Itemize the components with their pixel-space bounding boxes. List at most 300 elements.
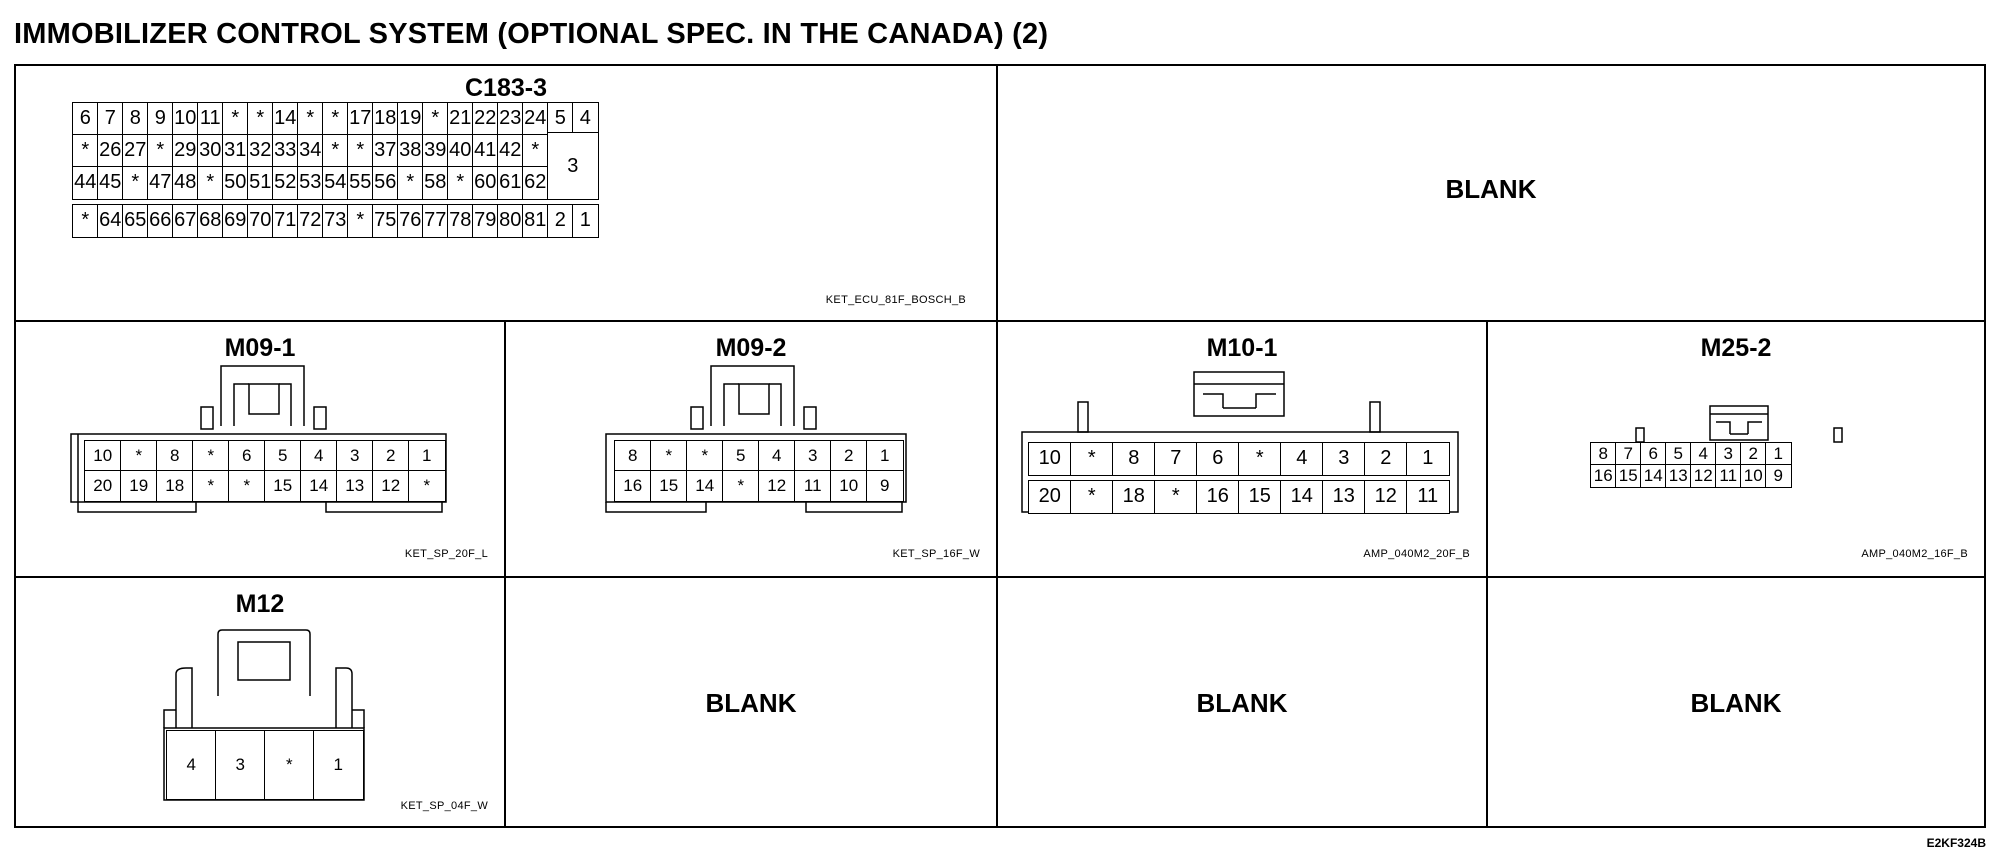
- pin: [408, 470, 446, 502]
- pin-label: 41: [474, 139, 497, 162]
- pin: [794, 470, 832, 502]
- pin: [97, 166, 124, 200]
- pin-label: *: [206, 171, 215, 194]
- pin-label: 12: [1374, 485, 1397, 508]
- pin-label: 7: [1170, 447, 1182, 470]
- pin-label: 71: [274, 209, 297, 232]
- pin: [215, 730, 266, 800]
- pin: [147, 102, 174, 136]
- pin: [347, 204, 374, 238]
- pin-label: 23: [499, 107, 522, 130]
- pin-label: 4: [314, 445, 324, 465]
- pin-label: 34: [299, 139, 322, 162]
- pin: [614, 440, 652, 472]
- pin: [372, 440, 410, 472]
- pin: [147, 166, 174, 200]
- pin: [686, 440, 724, 472]
- pin-label: 8: [129, 107, 141, 130]
- pin: [472, 166, 499, 200]
- pin: [122, 134, 149, 168]
- pin: [1322, 480, 1366, 514]
- pin-label: 9: [880, 475, 890, 495]
- pin-label: 18: [1122, 485, 1145, 508]
- pin: [247, 102, 274, 136]
- cell-blank-bottom-3: [1488, 578, 1984, 826]
- pin: [228, 440, 266, 472]
- pin: [197, 102, 224, 136]
- pin: [347, 166, 374, 200]
- pin-label: *: [243, 475, 251, 495]
- pin: [1690, 442, 1717, 466]
- pin: [722, 470, 760, 502]
- pin: [97, 134, 124, 168]
- pin-label: *: [331, 139, 340, 162]
- pin: [650, 440, 688, 472]
- pin: [1322, 442, 1366, 476]
- pin: [372, 134, 399, 168]
- pin: [1196, 442, 1240, 476]
- cell-m10-1: [998, 322, 1486, 576]
- pin: [313, 730, 364, 800]
- pin: [300, 470, 338, 502]
- page-title: IMMOBILIZER CONTROL SYSTEM (OPTIONAL SPEC. IN THE CANADA) (2): [14, 18, 1049, 50]
- pin-label: 48: [174, 171, 197, 194]
- connector-name: M10-1: [1206, 334, 1278, 362]
- pin-label: 30: [199, 139, 222, 162]
- pin: [397, 204, 424, 238]
- pin: [300, 440, 338, 472]
- pin-label: 1: [422, 445, 432, 465]
- pin: [1665, 464, 1692, 488]
- pin: [522, 134, 549, 168]
- cell-m12: [16, 578, 504, 826]
- pin: [1615, 442, 1642, 466]
- pin-label: 4: [1698, 443, 1708, 463]
- pin-label: 6: [1648, 443, 1658, 463]
- pin-label: 1: [1773, 443, 1783, 463]
- pin: [120, 440, 158, 472]
- connector-name: M12: [235, 590, 285, 618]
- pin-label: 31: [224, 139, 247, 162]
- pin: [547, 204, 574, 238]
- pin-label: *: [331, 107, 340, 130]
- pin-label: 58: [424, 171, 447, 194]
- pin-label: 1: [880, 445, 890, 465]
- pin-label: 79: [474, 209, 497, 232]
- pin-label: 5: [736, 445, 746, 465]
- pin-label: 56: [374, 171, 397, 194]
- pin-label: 22: [474, 107, 497, 130]
- pin-label: 2: [1748, 443, 1758, 463]
- pin-label: 8: [1128, 447, 1140, 470]
- pin: [97, 102, 124, 136]
- pin-label: *: [81, 209, 90, 232]
- blank-label: BLANK: [1196, 688, 1288, 718]
- pin-label: *: [131, 171, 140, 194]
- pin: [122, 204, 149, 238]
- pin-label: 4: [579, 106, 591, 129]
- pin-label: 37: [374, 139, 397, 162]
- pin-label: 73: [324, 209, 347, 232]
- pin-label: 13: [1668, 465, 1688, 485]
- pin-label: 1: [579, 209, 591, 232]
- cell-m09-1: [16, 322, 504, 576]
- pin: [172, 166, 199, 200]
- pin-label: 24: [524, 107, 547, 130]
- pin: [522, 102, 549, 136]
- pin: [1615, 464, 1642, 488]
- connector-code: KET_SP_20F_L: [404, 548, 488, 560]
- pin-label: 15: [1618, 465, 1638, 485]
- pin-label: 78: [449, 209, 472, 232]
- pin: [222, 166, 249, 200]
- pin: [397, 134, 424, 168]
- pin-label: 12: [1693, 465, 1713, 485]
- pin-label: 8: [170, 445, 180, 465]
- pin-label: 2: [386, 445, 396, 465]
- pin: [1740, 464, 1767, 488]
- pin: [1590, 442, 1617, 466]
- pin: [686, 470, 724, 502]
- pin-label: 64: [99, 209, 122, 232]
- pin-label: *: [356, 139, 365, 162]
- pin-label: *: [285, 754, 293, 774]
- connector-code: KET_SP_04F_W: [400, 800, 488, 812]
- pin: [397, 102, 424, 136]
- pin: [830, 440, 868, 472]
- pin: [166, 730, 217, 800]
- pin-label: *: [81, 139, 90, 162]
- pin-label: 3: [808, 445, 818, 465]
- pin-label: 65: [124, 209, 147, 232]
- pin: [722, 440, 760, 472]
- pin: [422, 204, 449, 238]
- pin-label: 3: [350, 445, 360, 465]
- pin: [497, 166, 524, 200]
- pin-label: 12: [381, 475, 401, 495]
- pin: [1112, 480, 1156, 514]
- pin-label: 9: [154, 107, 166, 130]
- pin: [1715, 464, 1742, 488]
- pin: [794, 440, 832, 472]
- pin: [297, 134, 324, 168]
- pin: [222, 134, 249, 168]
- pin-label: *: [423, 475, 431, 495]
- pin-label: 76: [399, 209, 422, 232]
- pin-label: 10: [839, 475, 859, 495]
- pin: [264, 470, 302, 502]
- pin: [422, 102, 449, 136]
- pin: [172, 102, 199, 136]
- cell-m25-2: [1488, 322, 1984, 576]
- pin-label: 20: [1038, 485, 1061, 508]
- pin: [322, 102, 349, 136]
- pin: [372, 166, 399, 200]
- pin: [197, 204, 224, 238]
- pin: [247, 166, 274, 200]
- pin-label: *: [665, 445, 673, 465]
- pin-label: 3: [567, 154, 579, 177]
- pin-label: 10: [93, 445, 113, 465]
- connector-code: KET_ECU_81F_BOSCH_B: [825, 294, 966, 306]
- pin-label: 3: [1723, 443, 1733, 463]
- pin: [422, 134, 449, 168]
- pin-label: 72: [299, 209, 322, 232]
- pin-label: *: [231, 107, 240, 130]
- pin: [1196, 480, 1240, 514]
- pin: [1028, 442, 1072, 476]
- pin: [1740, 442, 1767, 466]
- pin: [547, 102, 574, 134]
- pin: [222, 204, 249, 238]
- pin: [1690, 464, 1717, 488]
- pin-label: 6: [79, 107, 91, 130]
- pin: [72, 204, 99, 238]
- pin: [156, 470, 194, 502]
- connector-code: AMP_040M2_16F_B: [1861, 548, 1968, 560]
- cell-blank-bottom-2: [998, 578, 1486, 826]
- pin-label: *: [431, 107, 440, 130]
- pin: [372, 204, 399, 238]
- pin-label: 16: [1206, 485, 1229, 508]
- pin: [72, 102, 99, 136]
- pin: [397, 166, 424, 200]
- pin-label: 11: [803, 475, 822, 495]
- pin-label: 2: [554, 209, 566, 232]
- pin-label: 68: [199, 209, 222, 232]
- pin-label: 29: [174, 139, 197, 162]
- pin-label: 52: [274, 171, 297, 194]
- pin: [222, 102, 249, 136]
- pin: [614, 470, 652, 502]
- pin: [866, 440, 904, 472]
- pin-label: 1: [333, 754, 343, 774]
- pin: [497, 102, 524, 136]
- connector-name: M09-1: [224, 334, 296, 362]
- pin-label: *: [306, 107, 315, 130]
- pin: [1640, 442, 1667, 466]
- pin-label: 27: [124, 139, 147, 162]
- pin-label: 45: [99, 171, 122, 194]
- pin-label: 50: [224, 171, 247, 194]
- pin: [1154, 480, 1198, 514]
- pin-label: 32: [249, 139, 272, 162]
- pin: [1640, 464, 1667, 488]
- pin-label: 11: [199, 107, 221, 130]
- pin-label: *: [737, 475, 745, 495]
- pin: [547, 132, 599, 200]
- pin-label: 11: [1417, 485, 1439, 508]
- pin: [447, 134, 474, 168]
- pin: [372, 470, 410, 502]
- pin: [472, 102, 499, 136]
- pin-label: 13: [345, 475, 365, 495]
- pin: [297, 204, 324, 238]
- pin-label: 19: [399, 107, 422, 130]
- pin-label: *: [701, 445, 709, 465]
- pin-label: 6: [1212, 447, 1224, 470]
- pin-label: 8: [1598, 443, 1608, 463]
- pin: [572, 102, 599, 134]
- pin: [1364, 442, 1408, 476]
- pin-label: 47: [149, 171, 172, 194]
- pin-label: 10: [174, 107, 197, 130]
- pin-label: 9: [1773, 465, 1783, 485]
- pin: [422, 166, 449, 200]
- pin: [1070, 442, 1114, 476]
- connector-code: AMP_040M2_20F_B: [1363, 548, 1470, 560]
- pin-label: 77: [424, 209, 447, 232]
- pin: [1280, 480, 1324, 514]
- pin-label: *: [531, 139, 540, 162]
- pin-label: 10: [1038, 447, 1061, 470]
- pin-label: 15: [1248, 485, 1271, 508]
- pin: [1364, 480, 1408, 514]
- pin-label: 7: [1623, 443, 1633, 463]
- blank-label: BLANK: [1445, 174, 1537, 204]
- pin: [1112, 442, 1156, 476]
- pin-label: *: [1087, 447, 1096, 470]
- pin: [572, 204, 599, 238]
- pin: [156, 440, 194, 472]
- blank-label: BLANK: [705, 688, 797, 718]
- pin: [497, 204, 524, 238]
- pin-label: 42: [499, 139, 522, 162]
- pin: [122, 166, 149, 200]
- pin-label: 17: [349, 107, 372, 130]
- pin: [758, 440, 796, 472]
- pin: [522, 204, 549, 238]
- pin-label: 3: [1338, 447, 1350, 470]
- pin-label: 39: [424, 139, 447, 162]
- pin-label: *: [1255, 447, 1264, 470]
- pin-label: *: [356, 209, 365, 232]
- pin-label: *: [456, 171, 465, 194]
- pin: [247, 204, 274, 238]
- pin-label: 6: [242, 445, 252, 465]
- pin: [1406, 480, 1450, 514]
- pin: [247, 134, 274, 168]
- pin: [1280, 442, 1324, 476]
- pin-label: 51: [249, 171, 272, 194]
- pin-label: 33: [274, 139, 297, 162]
- connector-name: C183-3: [465, 74, 547, 102]
- pin-label: 5: [554, 106, 566, 129]
- pin-label: *: [406, 171, 415, 194]
- pin-label: 15: [659, 475, 679, 495]
- pin-label: 80: [499, 209, 522, 232]
- reference-code: E2KF324B: [1926, 836, 1986, 850]
- pin-label: 55: [349, 171, 372, 194]
- pin: [1715, 442, 1742, 466]
- pin: [1765, 442, 1792, 466]
- pin-label: 61: [499, 171, 522, 194]
- pin-label: 4: [186, 754, 196, 774]
- pin: [272, 204, 299, 238]
- pin: [472, 204, 499, 238]
- pin-label: 4: [772, 445, 782, 465]
- pin-label: 70: [249, 209, 272, 232]
- pin-label: 5: [278, 445, 288, 465]
- pin: [84, 470, 122, 502]
- pin: [372, 102, 399, 136]
- pin-label: 81: [524, 209, 547, 232]
- pin-label: 75: [374, 209, 397, 232]
- pin-label: *: [1171, 485, 1180, 508]
- cell-blank-top: [998, 66, 1984, 320]
- pin: [272, 102, 299, 136]
- pin: [522, 166, 549, 200]
- pin: [197, 166, 224, 200]
- pin: [264, 440, 302, 472]
- pin-label: 14: [1643, 465, 1663, 485]
- pin: [228, 470, 266, 502]
- pin-label: *: [207, 445, 215, 465]
- pin-label: 54: [324, 171, 347, 194]
- pin-label: 16: [1593, 465, 1613, 485]
- pin-label: 21: [449, 107, 472, 130]
- pin: [1070, 480, 1114, 514]
- connector-name: M25-2: [1700, 334, 1772, 362]
- pin: [347, 102, 374, 136]
- blank-label: BLANK: [1690, 688, 1782, 718]
- pin-label: *: [1087, 485, 1096, 508]
- connector-code: KET_SP_16F_W: [892, 548, 980, 560]
- pin: [1406, 442, 1450, 476]
- pin: [1665, 442, 1692, 466]
- pin-label: 18: [165, 475, 185, 495]
- pin-label: 2: [844, 445, 854, 465]
- pin: [72, 166, 99, 200]
- pin-label: 19: [129, 475, 149, 495]
- pin: [1238, 480, 1282, 514]
- pin: [447, 204, 474, 238]
- pin-label: *: [135, 445, 143, 465]
- cell-blank-bottom-1: [506, 578, 996, 826]
- pin: [472, 134, 499, 168]
- connector-grid: [14, 64, 1986, 828]
- pin-label: *: [156, 139, 165, 162]
- pin-label: 60: [474, 171, 497, 194]
- pin-label: 2: [1380, 447, 1392, 470]
- pin: [1238, 442, 1282, 476]
- pin-label: 11: [1719, 465, 1738, 485]
- pin-label: 8: [628, 445, 638, 465]
- pin-label: 40: [449, 139, 472, 162]
- connector-name: M09-2: [715, 334, 787, 362]
- pin: [272, 166, 299, 200]
- pin: [447, 166, 474, 200]
- pin: [336, 470, 374, 502]
- pin-label: 66: [149, 209, 172, 232]
- pin-label: 5: [1673, 443, 1683, 463]
- pin: [650, 470, 688, 502]
- pin-label: 16: [623, 475, 643, 495]
- pin: [866, 470, 904, 502]
- pin: [758, 470, 796, 502]
- pin-label: *: [256, 107, 265, 130]
- pin: [322, 204, 349, 238]
- pin-label: 1: [1422, 447, 1434, 470]
- pin-label: 4: [1296, 447, 1308, 470]
- pin: [272, 134, 299, 168]
- pin: [830, 470, 868, 502]
- pin-label: 69: [224, 209, 247, 232]
- pin: [1590, 464, 1617, 488]
- pin: [336, 440, 374, 472]
- pin: [197, 134, 224, 168]
- pin: [408, 440, 446, 472]
